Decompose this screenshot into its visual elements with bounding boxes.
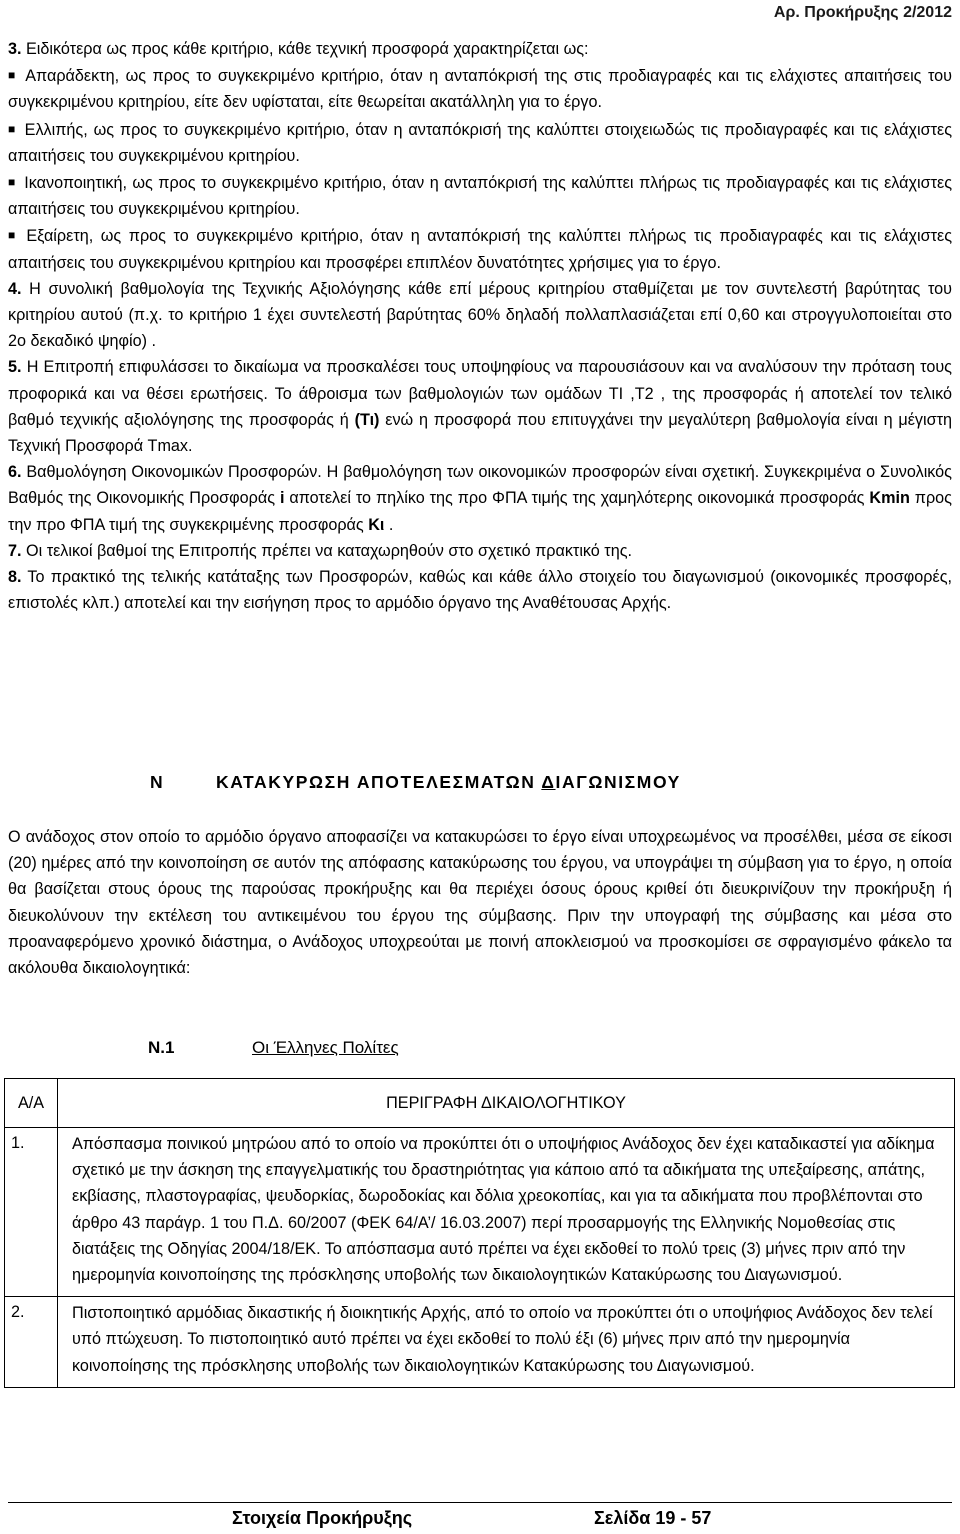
paragraph-number: 8. [8, 568, 22, 587]
document-reference: Αρ. Προκήρυξης 2/2012 [773, 4, 952, 21]
table-row [5, 1297, 955, 1388]
paragraph-7 [8, 538, 952, 564]
formula-term: Kmin [869, 489, 910, 508]
bullet-unacceptable [8, 62, 952, 115]
section-title [216, 772, 681, 792]
paragraph-number: 7. [8, 541, 22, 560]
subsection-number: Ν.1 [148, 1038, 175, 1057]
paragraph-text: Ειδικότερα ως προς κάθε κριτήριο, κάθε τεχνική προσφορά χαρακτηρίζεται ως: [21, 40, 589, 58]
footer-title: Στοιχεία Προκήρυξης [232, 1508, 413, 1528]
paragraph-text: . [384, 515, 394, 534]
paragraph-number: 4. [8, 279, 22, 298]
paragraph-number: 3. [8, 40, 22, 58]
paragraph-8 [8, 564, 952, 616]
row-number: 1. [5, 1128, 58, 1297]
bullet-satisfactory [8, 169, 952, 222]
paragraph-4 [8, 276, 952, 355]
paragraph-text: αποτελεί το πηλίκο της προ ΦΠΑ τιμής της χαμηλότερης οικονομικά προσφοράς [284, 489, 870, 508]
page-number: Σελίδα 19 - 57 [594, 1508, 712, 1528]
square-bullet-icon: ■ [8, 68, 18, 83]
section-title-part: ΚΑΤΑΚΥΡΩΣΗ ΑΠΟΤΕΛΕΣΜΑΤΩΝ [216, 772, 542, 792]
table-header-row [5, 1079, 955, 1128]
paragraph-3 [8, 36, 952, 62]
paragraph-text: Το πρακτικό της τελικής κατάταξης των Προσφορών, καθώς και κάθε άλλο στοιχείο του διαγωνισμού (οικονομικές προσφορές, επιστολές κλπ.) αποτελεί και την εισήγηση προς το αρμόδιο όργανο της Αναθέτουσας Αρχής. [8, 568, 952, 613]
row-description: Πιστοποιητικό αρμόδιας δικαστικής ή διοικητικής Αρχής, από το οποίο να προκύπτει ότι ο υποψήφιος Ανάδοχος δεν τελεί υπό πτώχευση. Το πιστοποιητικό αυτό πρέπει να έχει εκδοθεί το πολύ έξι (6) μήνες πριν από την ημερομηνία κοινοποίησης της πρόσκλησης υποβολής των δικαιολογητικών Κατακύρωσης του Διαγωνισμού. [58, 1297, 955, 1388]
paragraph-text: Η Επιτροπή επιφυλάσσει το δικαίωμα να προσκαλέσει τους υποψηφίους να παρουσιάσουν και να αναλύσουν την πρόταση τους προφορικά και να θέσει ερωτήσεις. Το άθροισμα των βαθμολογιών των ομάδων ΤΙ ,Τ2 , της προσφοράς ή αποτελεί τον τελικό βαθμό τεχνικής αξιολόγησης της προσφοράς ή [8, 358, 952, 429]
documents-table [4, 1078, 955, 1388]
formula-term: i [279, 489, 285, 508]
header-description: ΠΕΡΙΓΡΑΦΗ ΔΙΚΑΙΟΛΟΓΗΤΙΚΟΥ [58, 1079, 955, 1128]
bullet-excellent [8, 222, 952, 275]
paragraph-number: 5. [8, 358, 22, 377]
subsection-heading [148, 1038, 399, 1058]
section-title-underlined: Δ [541, 772, 556, 792]
section-heading [150, 772, 910, 793]
paragraph-text: ενώ η προσφορά που επιτυγχάνει την μεγαλύτερη βαθμολογία είναι η μέγιστη Τεχνική Προσφορά Tmax. [8, 410, 953, 456]
bullet-text: Εξαίρετη, ως προς το συγκεκριμένο κριτήριο, όταν η ανταπόκρισή της καλύπτει πλήρως τις προδιαγραφές και τις ελάχιστες απαιτήσεις του συγκεκριμένου κριτηρίου και προσφέρει επιπλέον δυνατότητες χρήσιμες για το έργο. [8, 227, 953, 272]
subsection-title: Οι Έλληνες Πολίτες [252, 1038, 399, 1057]
section-letter: Ν [150, 772, 165, 792]
table-row [5, 1128, 955, 1297]
paragraph-text: Η συνολική βαθμολογία της Τεχνικής Αξιολόγησης κάθε επί μέρους κριτηρίου σταθμίζεται με τον συντελεστή βαρύτητας του κριτηρίου αυτού (π.χ. το κριτήριο 1 έχει συντελεστή βαρύτητας 60% δηλαδή πολλαπλασιάζεται επί 0,60 και στρογγυλοποιείται στο 2ο δεκαδικό ψηφίο) . [8, 279, 952, 351]
footer-divider [8, 1502, 952, 1503]
bullet-text: Ικανοποιητική, ως προς το συγκεκριμένο κριτήριο, όταν η ανταπόκρισή της καλύπτει πλήρως τις προδιαγραφές και τις ελάχιστες απαιτήσεις του συγκεκριμένου κριτηρίου. [8, 174, 953, 219]
row-number: 2. [5, 1297, 58, 1388]
paragraph-text: προς την προ ΦΠΑ τιμή της συγκεκριμένης προσφοράς [8, 489, 952, 534]
bullet-deficient [8, 116, 952, 169]
paragraph-number: 6. [8, 463, 22, 482]
bullet-text: Απαράδεκτη, ως προς το συγκεκριμένο κριτήριο, όταν η ανταπόκρισή της στις προδιαγραφές και τις ελάχιστες απαιτήσεις του συγκεκριμένου κριτηρίου, είτε δεν υφίσταται, είτε θεωρείται ακατάλληλη για το έργο. [8, 67, 952, 112]
section-intro: Ο ανάδοχος στον οποίο το αρμόδιο όργανο αποφασίζει να κατακυρώσει το έργο είναι υποχρεωμένος να προσέλθει, μέσα σε είκοσι (20) ημέρες από την κοινοποίηση σε αυτόν της απόφασης κατακύρωσης του έργου, να υπογράψει τη σύμβαση για το έργο, η οποία θα βασίζεται στους όρους της παρούσας προκήρυξης και θα περιέχει όσους όρους κριθεί ότι διευκρινίζουν την προκήρυξη ή διευκολύνουν την εκτέλεση του αντικειμένου του έργου της σύμβασης. Πριν την υπογραφή της σύμβασης και μέσα στο προαναφερόμενο χρονικό διάστημα, ο Ανάδοχος υποχρεούται με ποινή αποκλεισμού να προσκομίσει σε σφραγισμένο φάκελο τα ακόλουθα δικαιολογητικά: [8, 828, 952, 978]
square-bullet-icon: ■ [8, 121, 17, 136]
bullet-text: Ελλιπής, ως προς το συγκεκριμένο κριτήριο, όταν η ανταπόκρισή της καλύπτει στοιχειωδώς τις προδιαγραφές και τις ελάχιστες απαιτήσεις του συγκεκριμένου κριτηρίου. [8, 120, 953, 165]
paragraph-text: Βαθμολόγηση Οικονομικών Προσφορών. Η βαθμολόγηση των οικονομικών προσφορών είναι σχετική. Συγκεκριμένα ο Συνολικός Βαθμός της Οικονομικής Προσφοράς [8, 463, 952, 508]
formula-term: (Τι) [354, 410, 380, 429]
formula-term: Κι [368, 515, 385, 534]
header-aa: Α/Α [5, 1079, 58, 1128]
paragraph-5 [8, 354, 952, 459]
paragraph-text: Οι τελικοί βαθμοί της Επιτροπής πρέπει να καταχωρηθούν στο σχετικό πρακτικό της. [21, 541, 633, 560]
square-bullet-icon: ■ [8, 175, 17, 190]
square-bullet-icon: ■ [8, 228, 19, 243]
paragraph-6 [8, 459, 952, 538]
row-description: Απόσπασμα ποινικού μητρώου από το οποίο να προκύπτει ότι ο υποψήφιος Ανάδοχος δεν έχει καταδικαστεί για αδίκημα σχετικό με την άσκηση της επαγγελματικής του δραστηριότητας για κάποιο από τα αδικήματα της υπεξαίρεσης, απάτης, εκβίασης, πλαστογραφίας, ψευδορκίας, δωροδοκίας και δόλια χρεοκοπίας, και για τα αδικήματα που προβλέπονται στο άρθρο 43 παράγρ. 1 του Π.Δ. 60/2007 (ΦΕΚ 64/Α’/ 16.03.2007) περί προσαρμογής της Ελληνικής Νομοθεσίας στις διατάξεις της Οδηγίας 2004/18/ΕΚ. Το απόσπασμα αυτό πρέπει να έχει εκδοθεί το πολύ τρεις (3) μήνες πριν από την ημερομηνία κοινοποίησης της πρόσκλησης υποβολής των δικαιολογητικών Κατακύρωσης του Διαγωνισμού. [58, 1128, 955, 1297]
criteria-section [8, 36, 952, 616]
section-title-part: ΙΑΓΩΝΙΣΜΟΥ [555, 772, 681, 792]
